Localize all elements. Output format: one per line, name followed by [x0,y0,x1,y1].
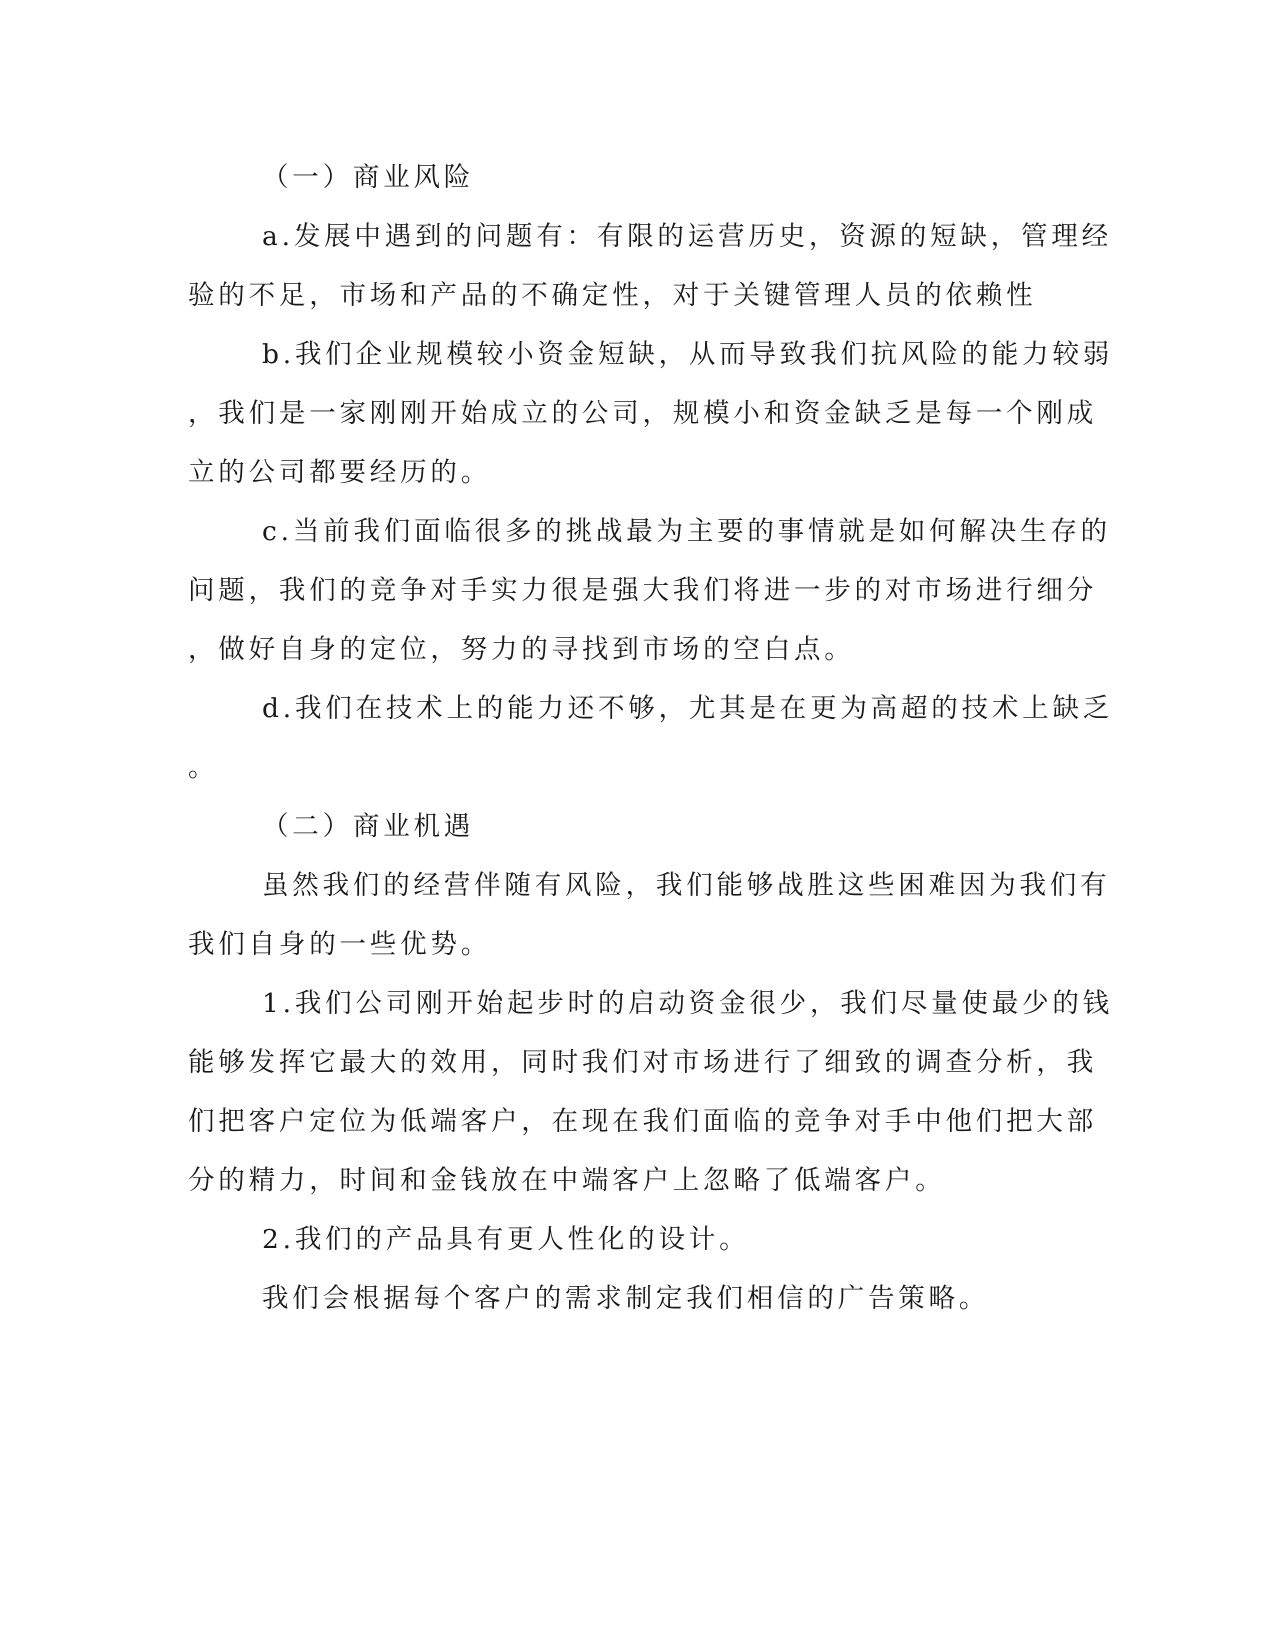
paragraph-line: 虽然我们的经营伴随有风险，我们能够战胜这些困难因为我们有 [262,870,1111,901]
paragraph-line: 。 [188,752,219,783]
paragraph-line: d.我们在技术上的能力还不够，尤其是在更为高超的技术上缺乏 [262,693,1114,724]
paragraph-line: a.发展中遇到的问题有：有限的运营历史，资源的短缺，管理经 [262,221,1112,252]
paragraph-line: 验的不足，市场和产品的不确定性，对于关键管理人员的依赖性 [188,280,1037,311]
paragraph-line: 2.我们的产品具有更人性化的设计。 [262,1224,750,1255]
paragraph-line: ，做好自身的定位，努力的寻找到市场的空白点。 [188,634,855,665]
section-heading-business-risk: （一）商业风险 [262,162,475,193]
paragraph-line: 立的公司都要经历的。 [188,457,491,488]
paragraph-line: ，我们是一家刚刚开始成立的公司，规模小和资金缺乏是每一个刚成 [188,398,1097,429]
paragraph-line: 1.我们公司刚开始起步时的启动资金很少，我们尽量使最少的钱 [262,988,1113,1019]
paragraph-line: 分的精力，时间和金钱放在中端客户上忽略了低端客户。 [188,1165,946,1196]
section-heading-business-opportunity: （二）商业机遇 [262,811,475,842]
paragraph-line: 能够发挥它最大的效用，同时我们对市场进行了细致的调查分析，我 [188,1047,1097,1078]
paragraph-line: 我们自身的一些优势。 [188,929,491,960]
paragraph-line: c.当前我们面临很多的挑战最为主要的事情就是如何解决生存的 [262,516,1111,547]
paragraph-line: b.我们企业规模较小资金短缺，从而导致我们抗风险的能力较弱 [262,339,1114,370]
paragraph-line: 们把客户定位为低端客户，在现在我们面临的竞争对手中他们把大部 [188,1106,1097,1137]
paragraph-line: 问题，我们的竞争对手实力很是强大我们将进一步的对市场进行细分 [188,575,1097,606]
paragraph-line: 我们会根据每个客户的需求制定我们相信的广告策略。 [262,1283,990,1314]
